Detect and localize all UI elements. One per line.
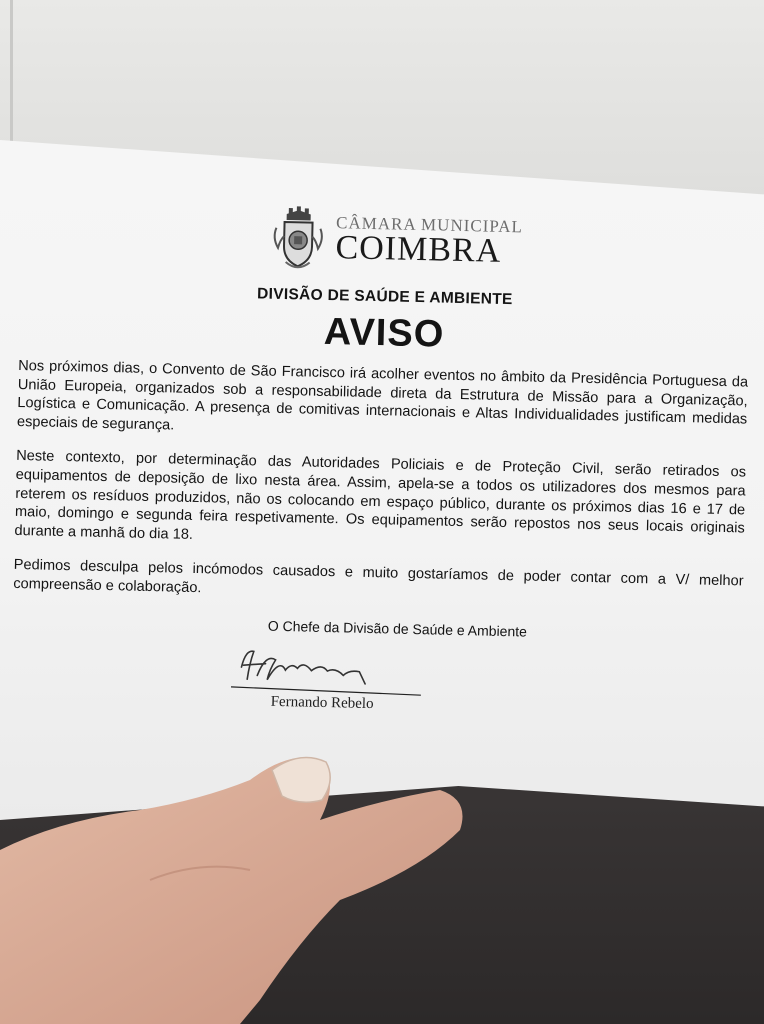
division-heading: DIVISÃO DE SAÚDE E AMBIENTE	[256, 285, 513, 309]
signer-name: Fernando Rebelo	[270, 693, 374, 712]
paragraph-3: Pedimos desculpa pelos incómodos causados e muito gostaríamos de poder contar com a V/ melhor compreensão e colaboração.	[13, 557, 744, 597]
brand-subtitle: CÂMARA MUNICIPAL	[335, 213, 524, 237]
municipality-logo-text	[335, 214, 523, 268]
notice-document	[11, 200, 752, 720]
holding-hand	[0, 740, 500, 1024]
paragraph-2: Neste contexto, por determinação das Autoridades Policiais e de Proteção Civil, serão retirados os equipamentos de deposição de lixo nesta área. Assim, apela-se a todos os utilizadores dos mesmos para reterem os resíduos produzidos, não os colocando em espaço público, durante os próximos dias 16 e 17 de maio, domingo e segunda feira respetivamente. Os equipamentos serão repostos nos seus locais originais durante a manhã do dia 18.	[14, 448, 747, 543]
brand-name: COIMBRA	[335, 229, 502, 270]
wall-seam	[10, 0, 13, 150]
signature-block	[231, 638, 493, 714]
notice-title: AVISO	[323, 310, 445, 356]
closing-title: O Chefe da Divisão de Saúde e Ambiente	[267, 617, 528, 640]
coat-of-arms-icon	[269, 206, 326, 271]
paragraph-1: Nos próximos dias, o Convento de São Francisco irá acolher eventos no âmbito da Presidência Portuguesa da União Europeia, organizados sob a responsabilidade direta da Estrutura de Missão para a Organização, Logística e Comunicação. A presença de comitivas internacionais e Altas Individualidades justificam medidas especiais de segurança.	[16, 357, 749, 434]
